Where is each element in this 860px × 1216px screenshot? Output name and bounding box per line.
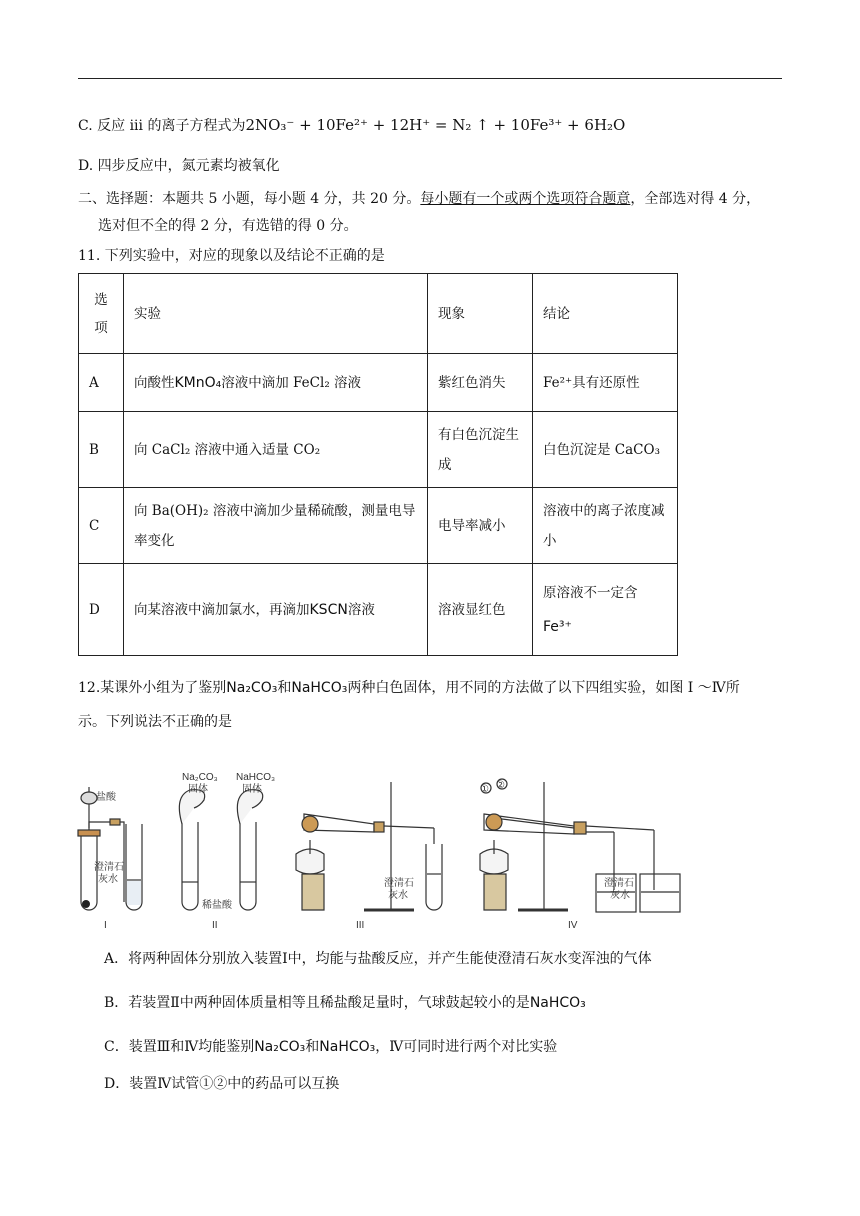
fig-label-hcl: 盐酸 <box>96 792 116 803</box>
q12-option-b: B．若装置Ⅱ中两种固体质量相等且稀盐酸足量时，气球鼓起较小的是NaHCO₃ <box>104 995 586 1011</box>
header-rule <box>78 78 782 79</box>
q12-option-d: D．装置Ⅳ试管①②中的药品可以互换 <box>104 1076 340 1092</box>
fig-label-na2co3: Na₂CO₃ <box>182 772 218 783</box>
header-conclusion: 结论 <box>533 274 678 354</box>
fig-label-limewater-4a: 澄清石 <box>604 878 634 889</box>
table-row: D 向某溶液中滴加氯水，再滴加KSCN溶液 溶液显红色 原溶液不一定含 Fe³⁺ <box>79 564 678 656</box>
header-experiment: 实验 <box>124 274 428 354</box>
fig-label-ii: II <box>212 920 218 931</box>
section2-intro-line2: 选对但不全的得 2 分，有选错的得 0 分。 <box>98 218 358 234</box>
fig-label-limewater-1b: 灰水 <box>98 874 118 885</box>
q10-option-c: C. 反应 iii 的离子方程式为2NO₃⁻ + 10Fe²⁺ + 12H⁺ = N₂ ↑ + 10Fe³⁺ + 6H₂O <box>78 116 626 134</box>
fig-label-i: I <box>104 920 107 931</box>
fig-label-limewater-3a: 澄清石 <box>384 878 414 889</box>
fig-label-circle-2: ② <box>496 780 505 791</box>
fig-label-limewater-4b: 灰水 <box>610 890 630 901</box>
apparatus-3 <box>296 782 442 910</box>
experiment-apparatus-figure <box>74 762 684 934</box>
fig-label-circle-1: ① <box>480 784 489 795</box>
ionic-equation: 2NO₃⁻ + 10Fe²⁺ + 12H⁺ = N₂ ↑ + 10Fe³⁺ + 6H₂O <box>245 116 626 134</box>
q12-stem: 12.某课外小组为了鉴别Na₂CO₃和NaHCO₃两种白色固体，用不同的方法做了以下四组实验，如图 Ⅰ ～Ⅳ所 <box>78 680 740 696</box>
table-row: A 向酸性KMnO₄溶液中滴加 FeCl₂ 溶液 紫红色消失 Fe²⁺具有还原性 <box>79 354 678 412</box>
fig-label-limewater-1a: 澄清石 <box>94 862 124 873</box>
q10-option-d: D. 四步反应中，氮元素均被氧化 <box>78 158 280 174</box>
header-phenomenon: 现象 <box>428 274 533 354</box>
q11-stem: 11. 下列实验中，对应的现象以及结论不正确的是 <box>78 248 385 264</box>
q12-stem-line2: 示。下列说法不正确的是 <box>78 714 232 730</box>
apparatus-4 <box>480 779 680 912</box>
q11-table <box>78 273 678 656</box>
fig-label-limewater-3b: 灰水 <box>388 890 408 901</box>
q12-option-a: A．将两种固体分别放入装置Ⅰ中，均能与盐酸反应，并产生能使澄清石灰水变浑浊的气体 <box>104 951 652 967</box>
fig-label-iv: IV <box>568 920 578 931</box>
fig-label-solid-1: 固体 <box>188 784 208 795</box>
q12-option-c: C．装置Ⅲ和Ⅳ均能鉴别Na₂CO₃和NaHCO₃，Ⅳ可同时进行两个对比实验 <box>104 1039 558 1055</box>
table-row: B 向 CaCl₂ 溶液中通入适量 CO₂ 有白色沉淀生成 白色沉淀是 CaCO₃ <box>79 412 678 488</box>
fig-label-dilute-hcl: 稀盐酸 <box>202 900 232 911</box>
table-row: C 向 Ba(OH)₂ 溶液中滴加少量稀硫酸，测量电导率变化 电导率减小 溶液中的离子浓度减小 <box>79 488 678 564</box>
fig-label-iii: III <box>356 920 365 931</box>
apparatus-2 <box>179 790 262 910</box>
fig-label-solid-2: 固体 <box>242 784 262 795</box>
apparatus-1 <box>78 787 142 910</box>
table-header-row <box>79 274 678 354</box>
section2-intro: 二、选择题：本题共 5 小题，每小题 4 分，共 20 分。每小题有一个或两个选项符合题意，全部选对得 4 分， <box>78 191 761 207</box>
fig-label-nahco3: NaHCO₃ <box>236 772 276 783</box>
header-option: 选项 <box>79 274 124 354</box>
